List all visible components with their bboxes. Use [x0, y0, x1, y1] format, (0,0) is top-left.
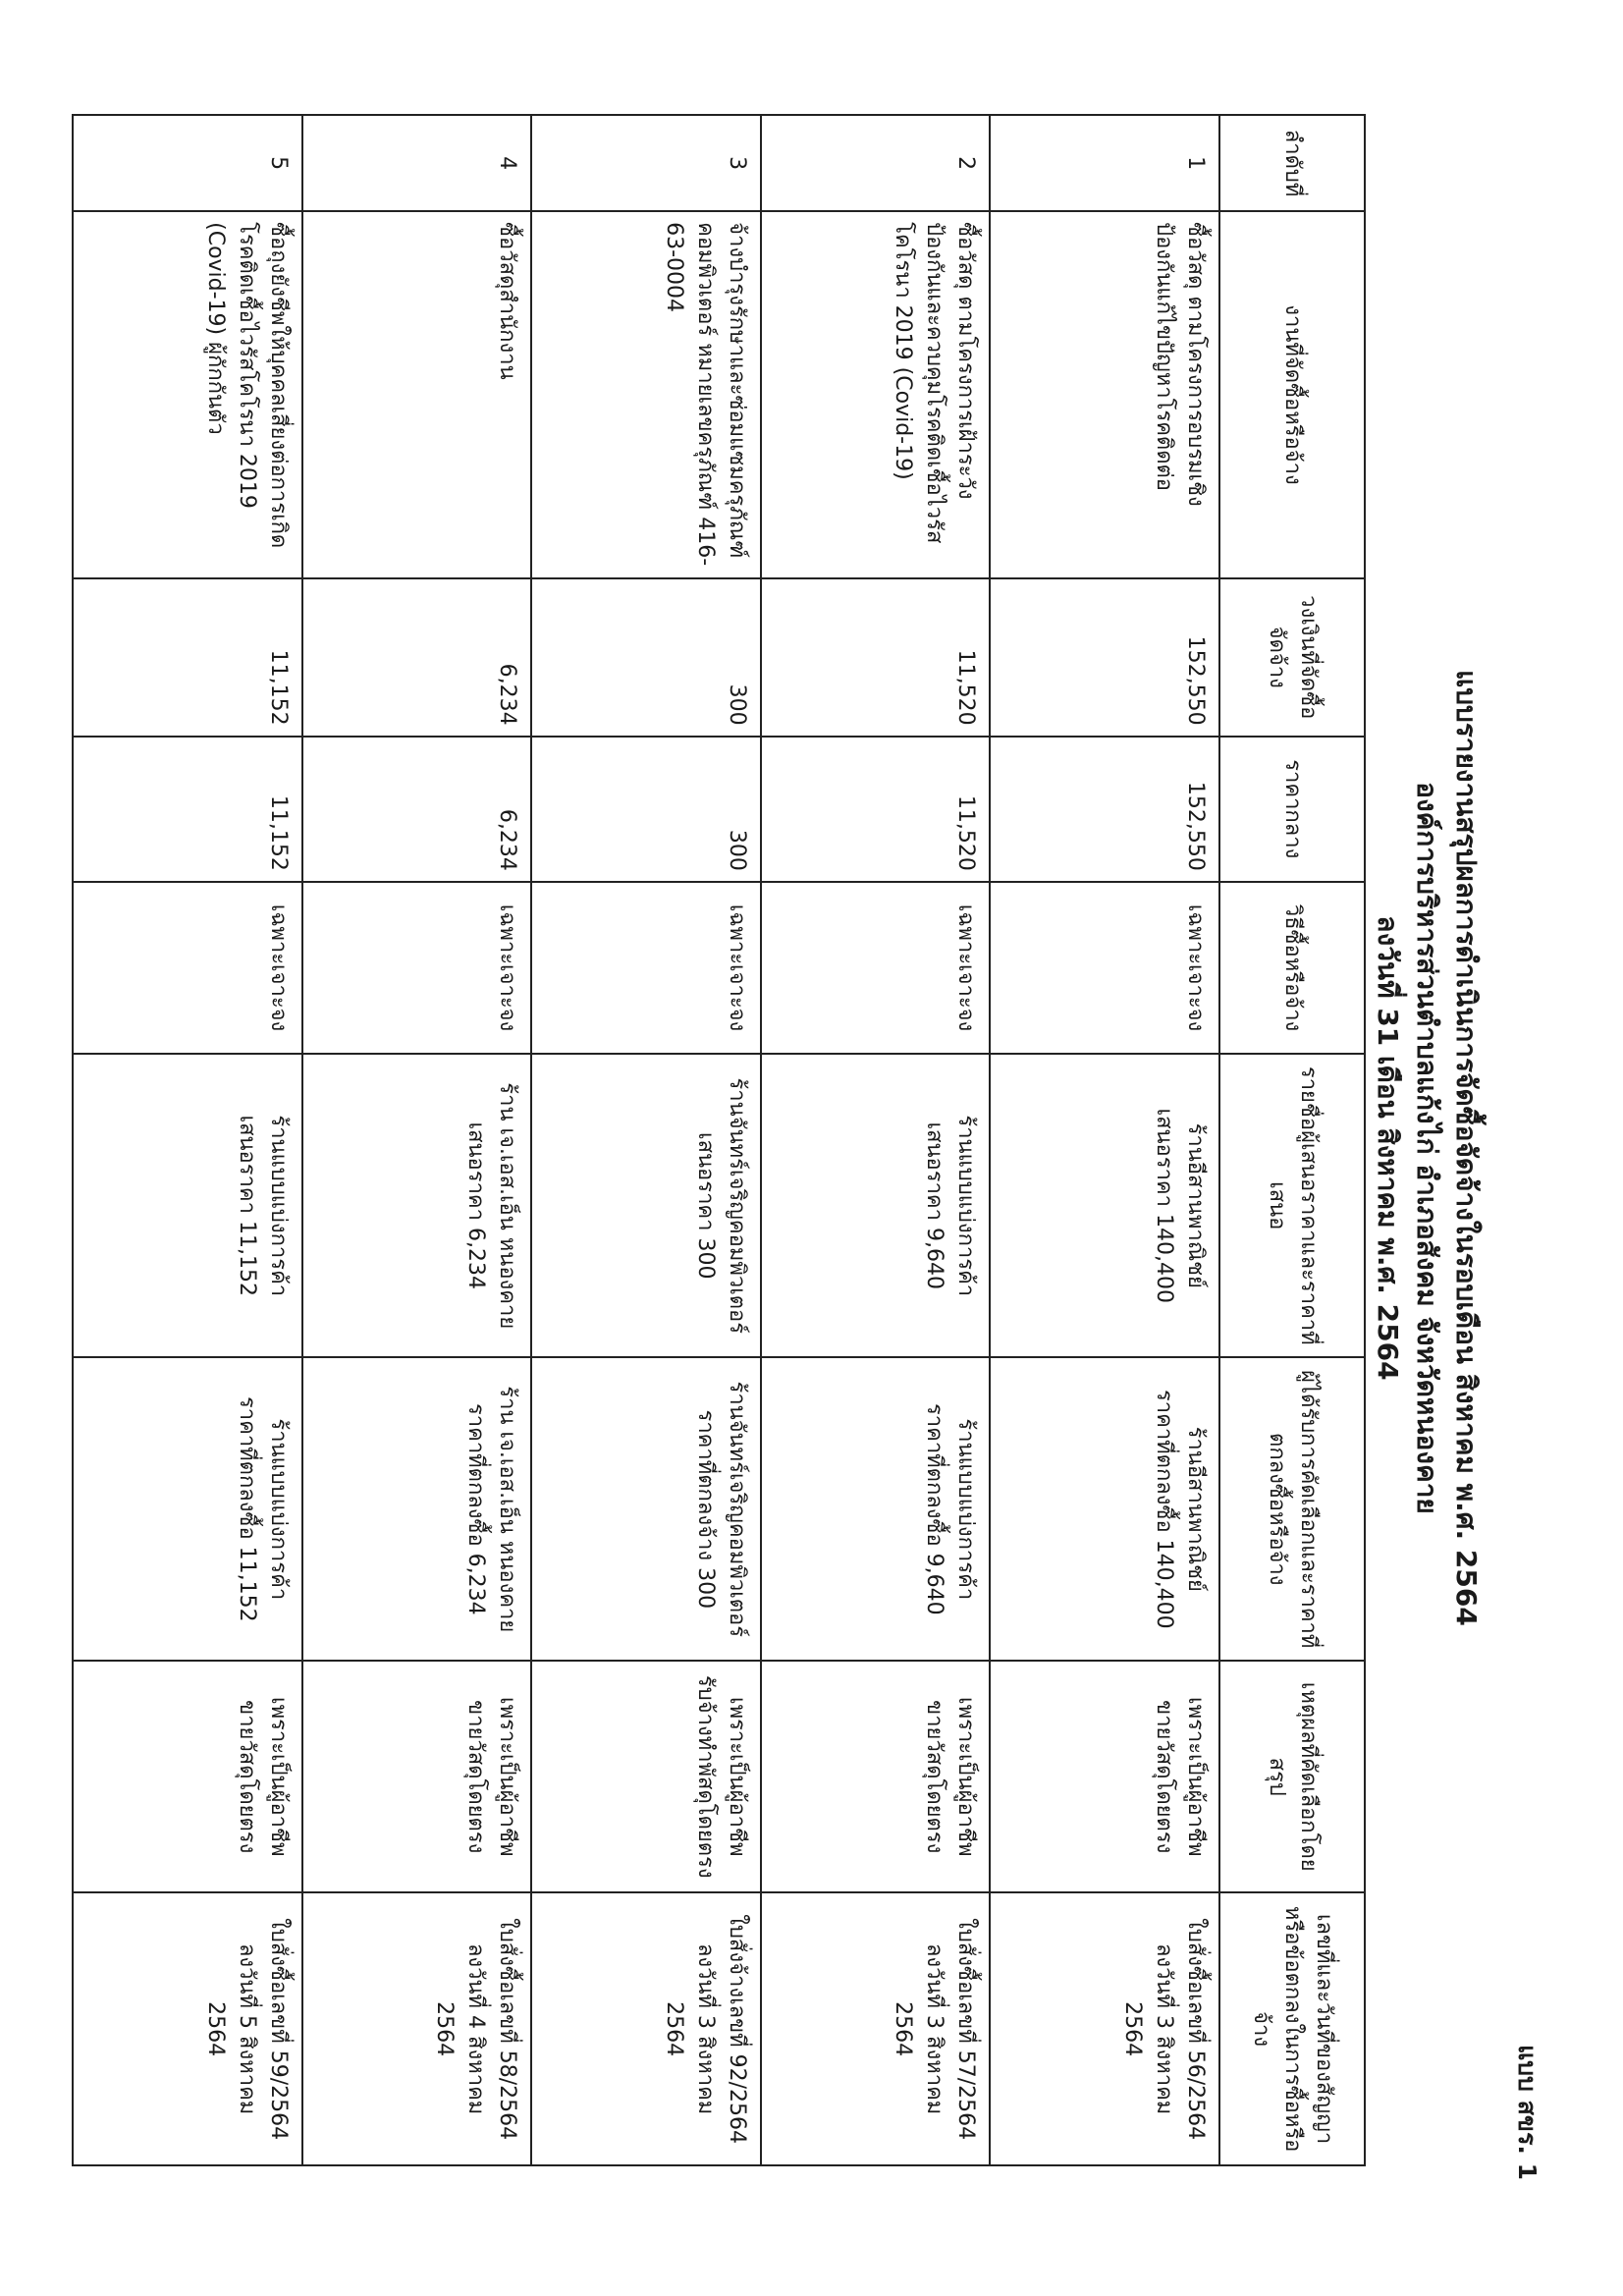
reason-line-1: เพราะเป็นผู้อาชีพ — [1183, 1697, 1208, 1857]
winner-name: ร้านจันทร์เจริญคอมพิวเตอร์ — [724, 1381, 749, 1638]
winner-price: ราคาที่ตกลงซื้อ 140,400 — [1152, 1389, 1176, 1629]
bidder-name: ร้านแบบแบ่งการค้า — [265, 1115, 291, 1297]
table-row — [73, 115, 302, 2165]
bidder-price: เสนอราคา 6,234 — [463, 1121, 489, 1289]
cell-method: เฉพาะเจาะจง — [302, 882, 532, 1054]
header-reason: เหตุผลที่คัดเลือกโดยสรุป — [1219, 1661, 1365, 1892]
cell-bidders — [73, 1054, 302, 1357]
cell-idx: 2 — [761, 115, 991, 211]
cell-method: เฉพาะเจาะจง — [761, 882, 991, 1054]
contract-line-1: ใบสั่งซื้อเลขที่ 57/2564 — [953, 1918, 979, 2141]
cell-method: เฉพาะเจาะจง — [531, 882, 761, 1054]
document-title — [1368, 0, 1486, 2296]
header-contract: เลขที่และวันที่ของสัญญาหรือข้อตกลงในการซื้อหรือจ้าง — [1219, 1892, 1365, 2165]
form-code: แบบ สขร. 1 — [1513, 2045, 1542, 2180]
cell-budget: 11,152 — [73, 578, 302, 737]
contract-line-2: ลงวันที่ 4 สิงหาคม — [463, 1942, 489, 2115]
cell-mid-price: 11,520 — [761, 737, 991, 882]
winner-price: ราคาที่ตกลงจ้าง 300 — [692, 1409, 718, 1610]
cell-contract — [990, 1892, 1219, 2165]
contract-line-1: ใบสั่งซื้อเลขที่ 59/2564 — [265, 1918, 291, 2141]
cell-budget: 11,520 — [761, 578, 991, 737]
cell-winner — [531, 1357, 761, 1661]
cell-winner — [761, 1357, 991, 1661]
cell-bidders — [302, 1054, 532, 1357]
cell-method: เฉพาะเจาะจง — [990, 882, 1219, 1054]
cell-idx: 5 — [73, 115, 302, 211]
cell-mid-price: 6,234 — [302, 737, 532, 882]
cell-work: ซื้อวัสดุ ตามโครงการเฝ้าระวัง ป้องกันและควบคุมโรคติดเชื้อไวรัสโคโรนา 2019 (Covid-19) — [761, 211, 991, 578]
header-winner: ผู้ได้รับการคัดเลือกและราคาที่ตกลงซื้อหรือจ้าง — [1219, 1357, 1365, 1661]
cell-contract — [531, 1892, 761, 2165]
contract-line-1: ใบสั่งซื้อเลขที่ 58/2564 — [495, 1918, 520, 2141]
reason-line-2: ขายวัสดุโดยตรง — [1152, 1700, 1176, 1854]
bidder-price: เสนอราคา 11,152 — [234, 1115, 259, 1296]
cell-work: จ้างบำรุงรักษาและซ่อมแซมครุภัณฑ์คอมพิวเตอร์ หมายเลขครุภัณฑ์ 416-63-0004 — [531, 211, 761, 578]
winner-price: ราคาที่ตกลงซื้อ 11,152 — [234, 1395, 259, 1622]
contract-line-3: 2564 — [1120, 2001, 1145, 2057]
cell-bidders — [761, 1054, 991, 1357]
cell-winner — [302, 1357, 532, 1661]
cell-reason — [761, 1661, 991, 1892]
title-line-1: แบบรายงานสรุปผลการดำเนินการจัดซื้อจัดจ้างในรอบเดือน สิงหาคม พ.ศ. 2564 — [1450, 670, 1483, 1626]
bidder-name: ร้านอีสานพาณิชย์ — [1183, 1122, 1208, 1288]
title-line-2: องค์การบริหารส่วนตำบลแก้งไก่ อำเภอสังคม จังหวัดหนองคาย — [1411, 782, 1443, 1514]
cell-method: เฉพาะเจาะจง — [73, 882, 302, 1054]
reason-line-2: ขายวัสดุโดยตรง — [463, 1700, 489, 1854]
bidder-name: ร้านแบบแบ่งการค้า — [953, 1115, 979, 1297]
cell-winner — [73, 1357, 302, 1661]
contract-line-3: 2564 — [661, 2001, 686, 2057]
header-bidders: รายชื่อผู้เสนอราคาและราคาที่เสนอ — [1219, 1054, 1365, 1357]
contract-line-1: ใบสั่งซื้อเลขที่ 56/2564 — [1183, 1918, 1208, 2141]
winner-name: ร้านแบบแบ่งการค้า — [265, 1418, 291, 1601]
cell-winner — [990, 1357, 1219, 1661]
winner-name: ร้าน เจ.เอส.เอ็น หนองคาย — [495, 1386, 520, 1633]
header-budget: วงเงินที่จัดซื้อจัดจ้าง — [1219, 578, 1365, 737]
cell-mid-price: 152,550 — [990, 737, 1219, 882]
reason-line-1: เพราะเป็นผู้อาชีพ — [724, 1697, 749, 1857]
bidder-price: เสนอราคา 140,400 — [1152, 1108, 1176, 1303]
cell-bidders — [990, 1054, 1219, 1357]
contract-line-2: ลงวันที่ 3 สิงหาคม — [692, 1942, 718, 2115]
cell-work: ซื้อถุงยังชีพให้บุคคลเสี่ยงต่อการเกิดโรคติดเชื้อไวรัสโคโรนา 2019 (Covid-19) ผู้กักกันตัว — [73, 211, 302, 578]
table-row — [302, 115, 532, 2165]
bidder-price: เสนอราคา 9,640 — [922, 1121, 947, 1289]
contract-line-1: ใบสั่งจ้างเลขที่ 92/2564 — [724, 1914, 749, 2145]
cell-mid-price: 11,152 — [73, 737, 302, 882]
contract-line-2: ลงวันที่ 3 สิงหาคม — [922, 1942, 947, 2115]
reason-line-2: ขายวัสดุโดยตรง — [234, 1700, 259, 1854]
header-method: วิธีซื้อหรือจ้าง — [1219, 882, 1365, 1054]
table-row — [990, 115, 1219, 2165]
cell-reason — [302, 1661, 532, 1892]
winner-price: ราคาที่ตกลงซื้อ 6,234 — [463, 1402, 489, 1615]
reason-line-1: เพราะเป็นผู้อาชีพ — [953, 1697, 979, 1857]
cell-idx: 3 — [531, 115, 761, 211]
reason-line-1: เพราะเป็นผู้อาชีพ — [265, 1697, 291, 1857]
winner-name: ร้านอีสานพาณิชย์ — [1183, 1426, 1208, 1592]
table-row — [761, 115, 991, 2165]
winner-price: ราคาที่ตกลงซื้อ 9,640 — [922, 1402, 947, 1615]
header-mid-price: ราคากลาง — [1219, 737, 1365, 882]
cell-reason — [73, 1661, 302, 1892]
cell-idx: 1 — [990, 115, 1219, 211]
cell-contract — [302, 1892, 532, 2165]
cell-reason — [531, 1661, 761, 1892]
cell-idx: 4 — [302, 115, 532, 211]
contract-line-3: 2564 — [202, 2001, 228, 2057]
cell-contract — [73, 1892, 302, 2165]
header-idx: ลำดับที่ — [1219, 115, 1365, 211]
table-row — [531, 115, 761, 2165]
reason-line-1: เพราะเป็นผู้อาชีพ — [495, 1697, 520, 1857]
reason-line-2: ขายวัสดุโดยตรง — [922, 1700, 947, 1854]
cell-mid-price: 300 — [531, 737, 761, 882]
procurement-table — [72, 114, 1366, 2166]
title-line-3: ลงวันที่ 31 เดือน สิงหาคม พ.ศ. 2564 — [1372, 915, 1404, 1381]
cell-bidders — [531, 1054, 761, 1357]
bidder-name: ร้านจันทร์เจริญคอมพิวเตอร์ — [724, 1077, 749, 1335]
reason-line-2: รับจ้างทำพัสดุโดยตรง — [692, 1674, 718, 1879]
contract-line-3: 2564 — [432, 2001, 458, 2057]
cell-budget: 152,550 — [990, 578, 1219, 737]
cell-contract — [761, 1892, 991, 2165]
table-header-row — [1219, 115, 1365, 2165]
bidder-name: ร้าน เจ.เอส.เอ็น หนองคาย — [495, 1082, 520, 1330]
contract-line-2: ลงวันที่ 3 สิงหาคม — [1152, 1942, 1176, 2115]
cell-work: ซื้อวัสดุ ตามโครงการอบรมเชิงป้องกันแก้ไขปัญหาโรคติดต่อ — [990, 211, 1219, 578]
winner-name: ร้านแบบแบ่งการค้า — [953, 1418, 979, 1601]
cell-reason — [990, 1661, 1219, 1892]
contract-line-3: 2564 — [891, 2001, 916, 2057]
cell-budget: 300 — [531, 578, 761, 737]
bidder-price: เสนอราคา 300 — [692, 1132, 718, 1280]
cell-budget: 6,234 — [302, 578, 532, 737]
contract-line-2: ลงวันที่ 5 สิงหาคม — [234, 1942, 259, 2115]
header-work: งานที่จัดซื้อหรือจ้าง — [1219, 211, 1365, 578]
cell-work: ซื้อวัสดุสำนักงาน — [302, 211, 532, 578]
